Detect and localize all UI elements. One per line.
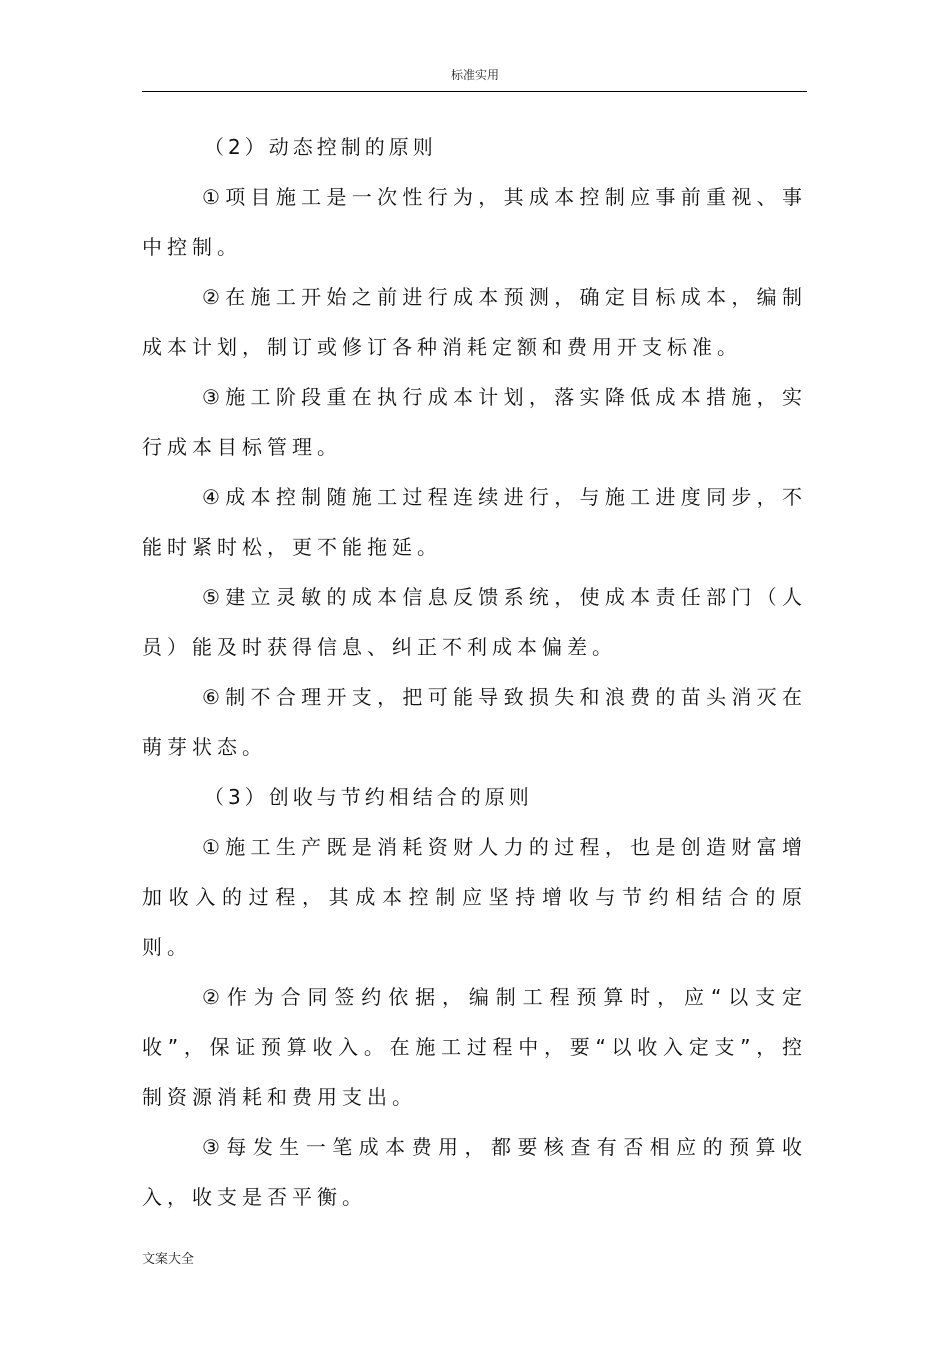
paragraph: ②作为合同签约依据，编制工程预算时，应“以支定收”，保证预算收入。在施工过程中，要“以收入定支”，控制资源消耗和费用支出。 <box>142 985 807 1109</box>
document-body <box>142 122 807 1222</box>
paragraph: ②在施工开始之前进行成本预测，确定目标成本，编制成本计划，制订或修订各种消耗定额和费用开支标准。 <box>142 285 807 359</box>
page-header-title: 标准实用 <box>450 68 499 82</box>
section-heading-dynamic-control: （2）动态控制的原则 <box>204 135 437 159</box>
section-heading-income-saving: （3）创收与节约相结合的原则 <box>204 785 533 809</box>
header-divider <box>142 91 807 92</box>
paragraph: ③施工阶段重在执行成本计划，落实降低成本措施，实行成本目标管理。 <box>142 385 807 459</box>
paragraph: ④成本控制随施工过程连续进行，与施工进度同步，不能时紧时松，更不能拖延。 <box>142 485 807 559</box>
paragraph: ⑥制不合理开支，把可能导致损失和浪费的苗头消灭在萌芽状态。 <box>142 685 807 759</box>
paragraph: ⑤建立灵敏的成本信息反馈系统，使成本责任部门（人员）能及时获得信息、纠正不利成本偏差。 <box>142 585 807 659</box>
paragraph: ①项目施工是一次性行为，其成本控制应事前重视、事中控制。 <box>142 185 807 259</box>
page-footer-text: 文案大全 <box>142 1252 195 1267</box>
paragraph: ①施工生产既是消耗资财人力的过程，也是创造财富增加收入的过程，其成本控制应坚持增收与节约相结合的原则。 <box>142 835 807 959</box>
paragraph: ③每发生一笔成本费用，都要核查有否相应的预算收入，收支是否平衡。 <box>142 1135 807 1209</box>
